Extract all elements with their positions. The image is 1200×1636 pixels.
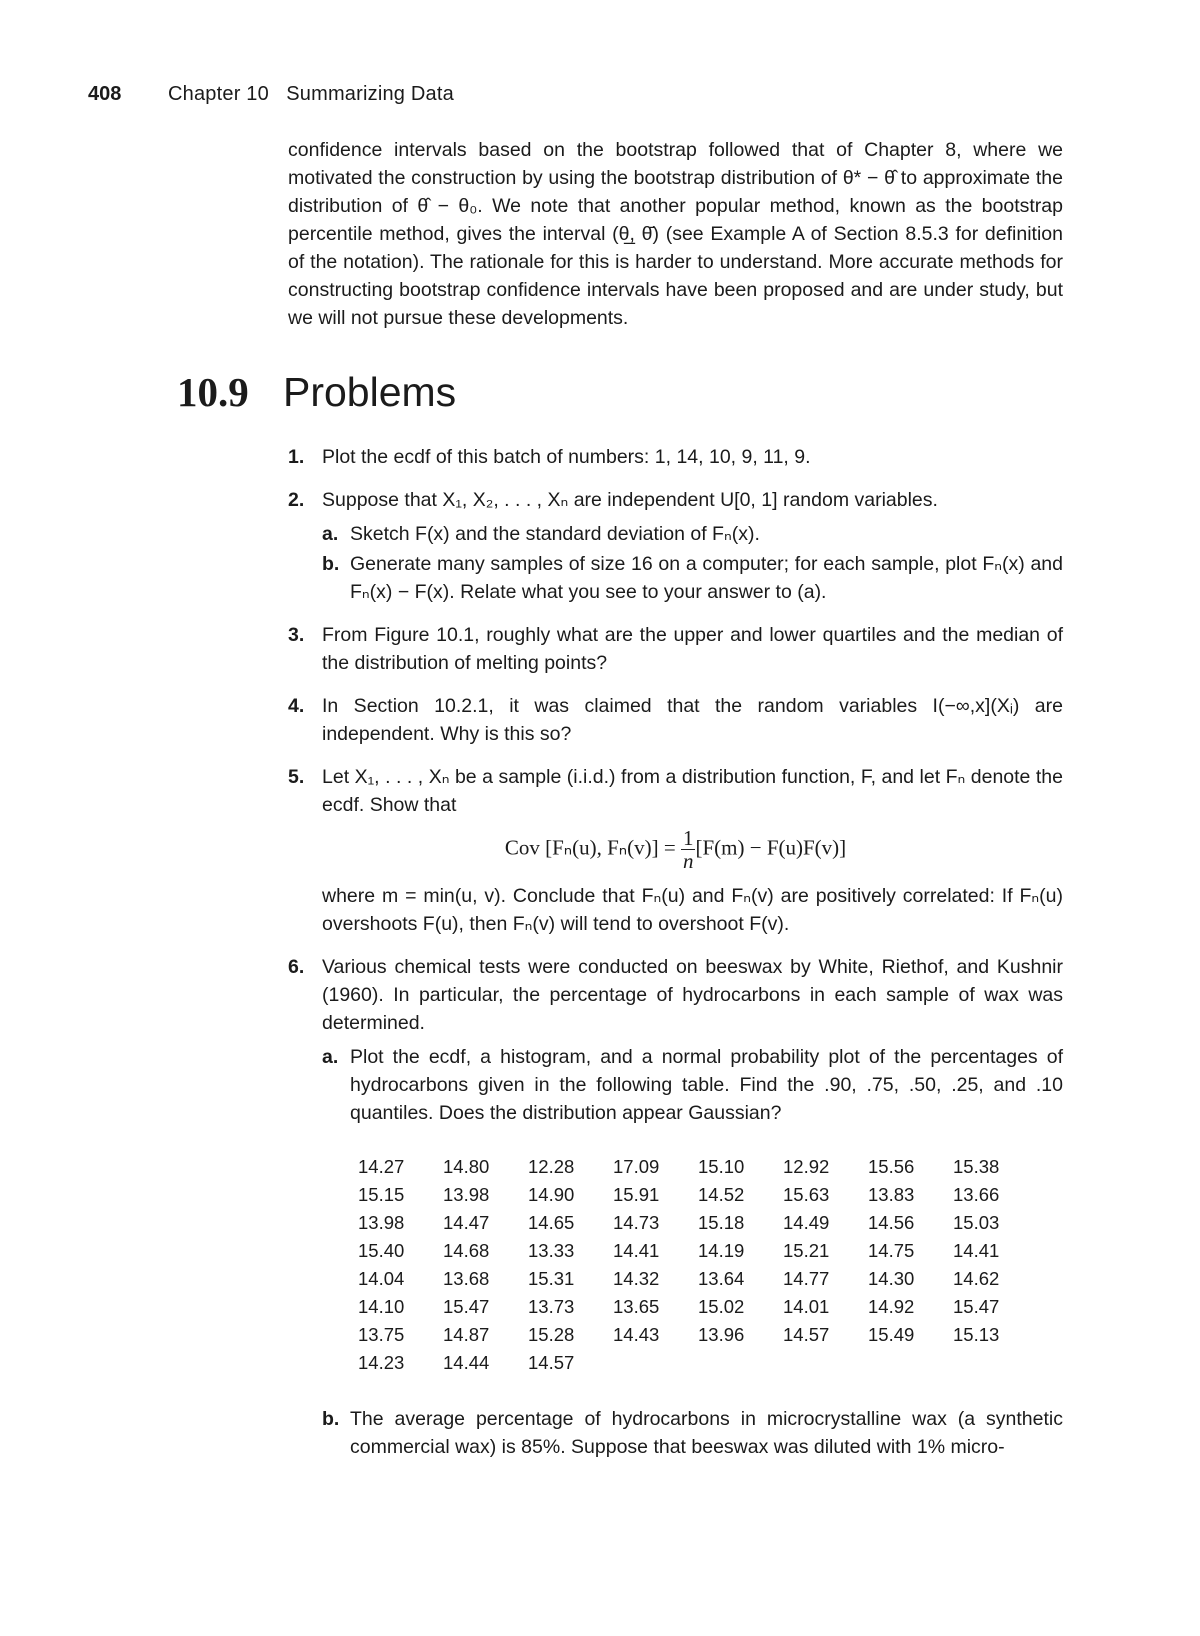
- table-cell: 15.91: [613, 1184, 660, 1205]
- table-cell: [613, 1349, 698, 1377]
- subproblem-6a: [322, 1043, 1063, 1127]
- table-row: [358, 1181, 1038, 1209]
- chapter-title: Chapter 10 Summarizing Data: [168, 83, 454, 105]
- problem-3: [288, 621, 1063, 677]
- table-cell: 14.19: [698, 1240, 745, 1261]
- table-cell: 15.47: [953, 1296, 1000, 1317]
- table-cell: 14.47: [443, 1212, 490, 1233]
- table-cell: [698, 1349, 783, 1377]
- table-cell: 12.92: [783, 1156, 830, 1177]
- table-cell: 14.92: [868, 1296, 915, 1317]
- table-row: [358, 1265, 1038, 1293]
- table-cell: 14.10: [358, 1296, 405, 1317]
- table-cell: 14.30: [868, 1268, 915, 1289]
- table-cell: 14.87: [443, 1324, 490, 1345]
- table-cell: 13.75: [358, 1324, 405, 1345]
- covariance-formula: [288, 827, 1063, 872]
- problem-text: Suppose that X₁, X₂, . . . , Xₙ are independent U[0, 1] random variables.: [322, 489, 938, 511]
- table-cell: 14.77: [783, 1268, 830, 1289]
- table-cell: 14.75: [868, 1240, 915, 1261]
- table-cell: 14.01: [783, 1296, 830, 1317]
- problem-text: Various chemical tests were conducted on beeswax by White, Riethof, and Kushnir (1960). In particular, the percentage of hydrocarbons in each sample of wax was determined.: [322, 956, 1063, 1034]
- problem-number: 4.: [288, 695, 305, 717]
- problem-2: [288, 486, 1063, 606]
- table-cell: 14.44: [443, 1352, 490, 1373]
- table-cell: 13.64: [698, 1268, 745, 1289]
- table-row: [358, 1237, 1038, 1265]
- problem-text: Let X₁, . . . , Xₙ be a sample (i.i.d.) from a distribution function, F, and let Fₙ denote the ecdf. Show that: [322, 766, 1063, 816]
- table-cell: 15.02: [698, 1296, 745, 1317]
- table-cell: 14.62: [953, 1268, 1000, 1289]
- table-cell: 13.83: [868, 1184, 915, 1205]
- table-cell: 15.47: [443, 1296, 490, 1317]
- intro-text: confidence intervals based on the bootstrap followed that of Chapter 8, where we motivated the construction by using the bootstrap distribution of θ* − θ̂ to approximate the distribution of θ̂ − θ₀. We note that another popular method, known as the bootstrap percentile method, gives the interval (θ̲, θ̄) (see Example A of Section 8.5.3 for definition of the notation). The rationale for this is harder to understand. More accurate methods for constructing bootstrap confidence intervals have been proposed and are under study, but we will not pursue these developments.: [288, 139, 1063, 329]
- table-cell: 15.49: [868, 1324, 915, 1345]
- table-row: [358, 1153, 1038, 1181]
- fraction-denominator: n: [682, 849, 694, 873]
- table-cell: 15.40: [358, 1240, 405, 1261]
- problem-5-conclusion: where m = min(u, v). Conclude that Fₙ(u) and Fₙ(v) are positively correlated: If Fₙ(u) overshoots F(u), then Fₙ(v) will tend to overshoot F(v).: [322, 885, 1063, 935]
- table-cell: 13.66: [953, 1184, 1000, 1205]
- subproblem-text: The average percentage of hydrocarbons in microcrystalline wax (a synthetic commercial wax) is 85%. Suppose that beeswax was diluted with 1% micro-: [350, 1408, 1063, 1458]
- problem-5: [288, 763, 1063, 938]
- problem-1: [288, 443, 1063, 471]
- fraction: [681, 827, 696, 872]
- section-number: 10.9: [177, 369, 249, 415]
- table-cell: [783, 1349, 868, 1377]
- subproblem-label: b.: [322, 553, 340, 575]
- table-cell: 14.90: [528, 1184, 575, 1205]
- problem-number: 2.: [288, 489, 305, 511]
- table-cell: 14.04: [358, 1268, 405, 1289]
- formula-right: [F(m) − F(u)F(v)]: [695, 835, 847, 860]
- table-cell: 15.38: [953, 1156, 1000, 1177]
- table-cell: 15.13: [953, 1324, 1000, 1345]
- table-cell: 14.73: [613, 1212, 660, 1233]
- table-cell: 14.65: [528, 1212, 575, 1233]
- table-cell: 15.31: [528, 1268, 575, 1289]
- table-cell: 17.09: [613, 1156, 660, 1177]
- table-cell: 14.43: [613, 1324, 660, 1345]
- table-row: [358, 1349, 1038, 1377]
- table-cell: 14.27: [358, 1156, 405, 1177]
- subproblem-2a: [322, 520, 1063, 548]
- table-row: [358, 1321, 1038, 1349]
- table-cell: 15.56: [868, 1156, 915, 1177]
- problem-text: From Figure 10.1, roughly what are the upper and lower quartiles and the median of the distribution of melting points?: [322, 624, 1063, 674]
- subproblem-6b: [322, 1405, 1063, 1461]
- table-cell: 14.41: [953, 1240, 1000, 1261]
- problem-list: [288, 443, 1063, 1476]
- table-cell: [868, 1349, 953, 1377]
- table-cell: 14.23: [358, 1352, 405, 1373]
- table-row: [358, 1293, 1038, 1321]
- problem-number: 1.: [288, 446, 305, 468]
- problem-number: 6.: [288, 956, 305, 978]
- table-cell: 15.18: [698, 1212, 745, 1233]
- table-cell: 14.41: [613, 1240, 660, 1261]
- running-header: [88, 83, 454, 106]
- subproblem-text: Generate many samples of size 16 on a computer; for each sample, plot Fₙ(x) and Fₙ(x) − F(x). Relate what you see to your answer to (a).: [350, 553, 1063, 603]
- table-cell: 13.96: [698, 1324, 745, 1345]
- table-row: [358, 1209, 1038, 1237]
- subproblem-label: b.: [322, 1408, 340, 1430]
- table-cell: 15.63: [783, 1184, 830, 1205]
- table-cell: 14.57: [783, 1324, 830, 1345]
- section-title: Problems: [283, 369, 457, 415]
- table-cell: 14.52: [698, 1184, 745, 1205]
- table-cell: 13.98: [443, 1184, 490, 1205]
- formula-left: Cov [Fₙ(u), Fₙ(v)] =: [504, 835, 676, 860]
- table-cell: 15.15: [358, 1184, 405, 1205]
- table-body: [358, 1153, 1038, 1377]
- table-cell: 13.73: [528, 1296, 575, 1317]
- page-number: 408: [88, 83, 122, 105]
- problem-text: Plot the ecdf of this batch of numbers: 1, 14, 10, 9, 11, 9.: [322, 446, 811, 468]
- table-cell: 15.03: [953, 1212, 1000, 1233]
- table-cell: 14.80: [443, 1156, 490, 1177]
- problem-number: 5.: [288, 766, 305, 788]
- problem-4: [288, 692, 1063, 748]
- subproblem-label: a.: [322, 1046, 339, 1068]
- table-cell: 14.32: [613, 1268, 660, 1289]
- table-cell: 14.49: [783, 1212, 830, 1233]
- table-cell: 13.68: [443, 1268, 490, 1289]
- subproblem-2b: [322, 550, 1063, 606]
- fraction-numerator: 1: [682, 826, 694, 850]
- subproblem-label: a.: [322, 523, 339, 545]
- problem-text: In Section 10.2.1, it was claimed that the random variables I(−∞,x](Xᵢ) are independent. Why is this so?: [322, 695, 1063, 745]
- section-heading: [177, 368, 456, 416]
- hydrocarbon-table: [358, 1153, 1038, 1377]
- table-cell: 13.65: [613, 1296, 660, 1317]
- table-cell: [953, 1349, 1038, 1377]
- table-cell: 15.28: [528, 1324, 575, 1345]
- table-cell: 13.98: [358, 1212, 405, 1233]
- table-cell: 13.33: [528, 1240, 575, 1261]
- table-cell: 15.10: [698, 1156, 745, 1177]
- subproblem-text: Sketch F(x) and the standard deviation of Fₙ(x).: [350, 523, 760, 545]
- table-cell: 14.56: [868, 1212, 915, 1233]
- problem-number: 3.: [288, 624, 305, 646]
- table-cell: 14.68: [443, 1240, 490, 1261]
- table-cell: 12.28: [528, 1156, 575, 1177]
- table-cell: 14.57: [528, 1352, 575, 1373]
- subproblem-text: Plot the ecdf, a histogram, and a normal probability plot of the percentages of hydrocarbons given in the following table. Find the .90, .75, .50, .25, and .10 quantiles. Does the distribution appear Gaussian?: [350, 1046, 1063, 1124]
- intro-paragraph: [288, 136, 1063, 332]
- table-cell: 15.21: [783, 1240, 830, 1261]
- problem-6: [288, 953, 1063, 1461]
